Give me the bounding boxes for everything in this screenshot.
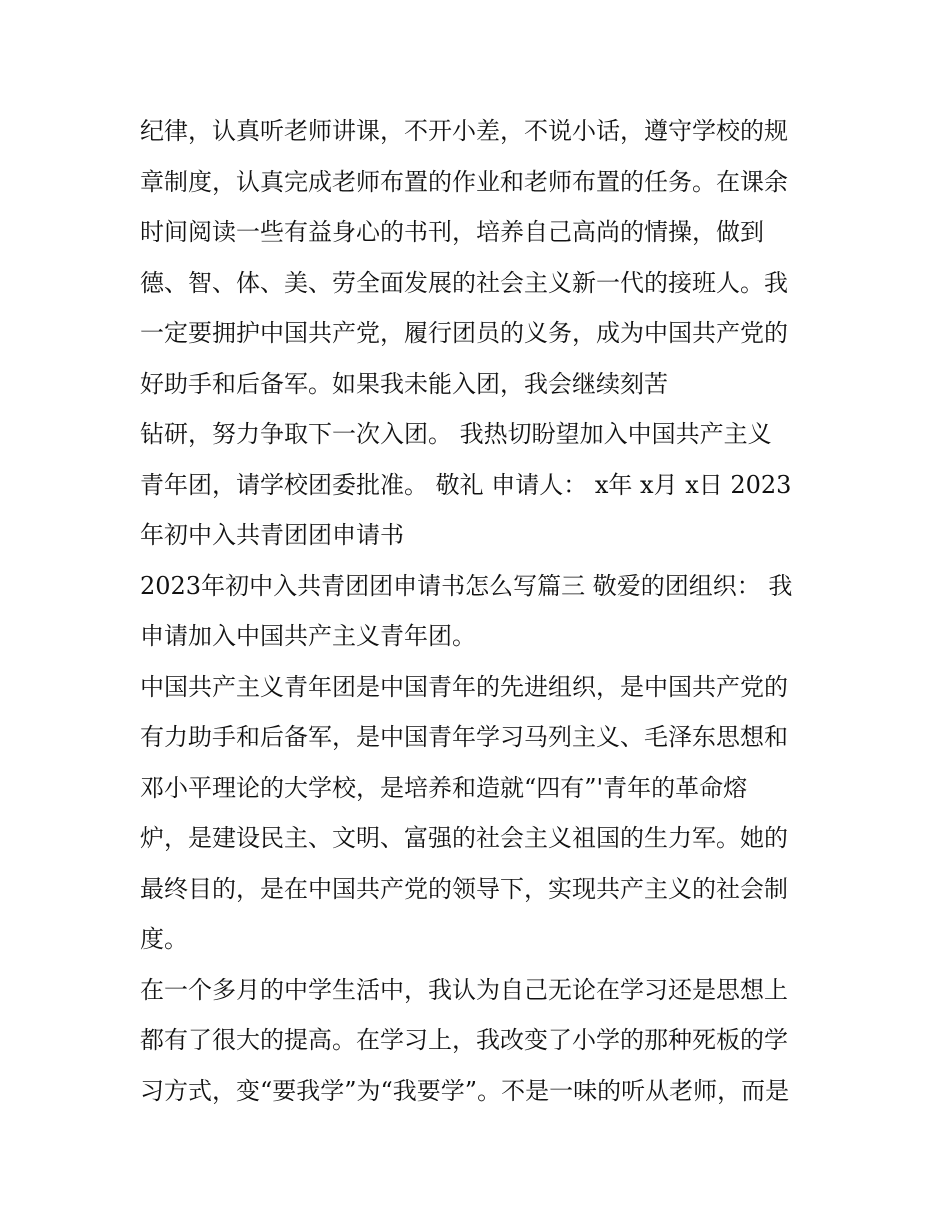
text-line: 青年团，请学校团委批准。 敬礼 申请人： x年 x月 x日 2023 xyxy=(140,470,792,499)
text-line: 申请加入中国共产主义青年团。 xyxy=(140,622,476,650)
text-line: 好助手和后备军。如果我未能入团，我会继续刻苦 xyxy=(140,369,668,398)
text-line: 章制度，认真完成老师布置的作业和老师布置的任务。在课余 xyxy=(140,167,788,196)
text-line: 2023年初中入共青团团申请书怎么写篇三 敬爱的团组织： 我 xyxy=(140,571,793,600)
text-line: 在一个多月的中学生活中，我认为自己无论在学习还是思想上 xyxy=(140,975,788,1004)
text-line: 最终目的，是在中国共产党的领导下，实现共产主义的社会制 xyxy=(140,874,788,903)
text-line: 习方式，变“要我学”为“我要学”。不是一味的听从老师，而是 xyxy=(140,1076,790,1105)
text-line: 邓小平理论的大学校，是培养和造就“四有”'青年的革命熔 xyxy=(140,773,748,802)
document-body xyxy=(140,106,830,1116)
text-line: 度。 xyxy=(140,925,188,953)
text-line: 时间阅读一些有益身心的书刊，培养自己高尚的情操，做到 xyxy=(140,218,764,246)
text-line: 纪律，认真听老师讲课，不开小差，不说小话，遵守学校的规 xyxy=(140,117,788,145)
text-line: 都有了很大的提高。在学习上，我改变了小学的那种死板的学 xyxy=(140,1026,788,1054)
text-line: 中国共产主义青年团是中国青年的先进组织，是中国共产党的 xyxy=(140,672,788,701)
text-line: 钻研，努力争取下一次入团。 我热切盼望加入中国共产主义 xyxy=(140,420,772,448)
text-line: 德、智、体、美、劳全面发展的社会主义新一代的接班人。我 xyxy=(140,268,788,297)
text-line: 一定要拥护中国共产党，履行团员的义务，成为中国共产党的 xyxy=(140,319,788,347)
text-line: 有力助手和后备军，是中国青年学习马列主义、毛泽东思想和 xyxy=(140,723,788,751)
text-line: 年初中入共青团团申请书 xyxy=(140,521,404,549)
text-line: 炉，是建设民主、文明、富强的社会主义祖国的生力军。她的 xyxy=(140,824,788,852)
